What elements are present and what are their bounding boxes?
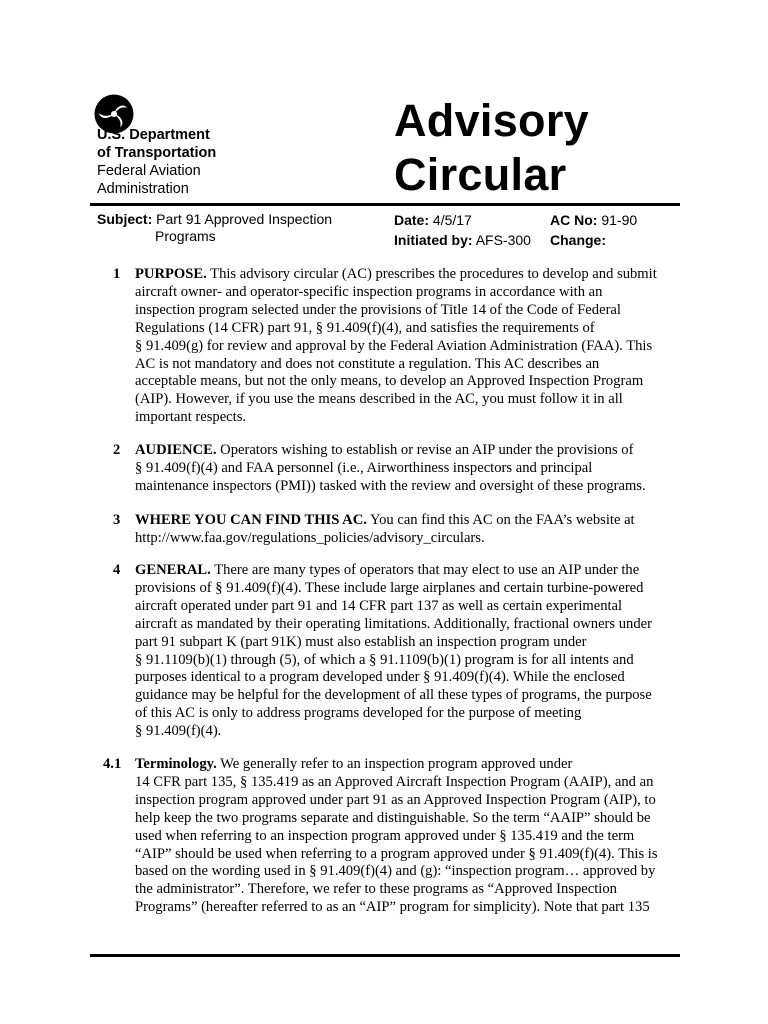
ac-number-value: 91-90: [601, 212, 638, 228]
body-line: of this AC is only to address programs developed for the purpose of meeting: [135, 705, 582, 722]
header-rule: [90, 203, 680, 206]
body-line: aircraft operated under part 91 and 14 CFR part 137 as well as certain experimental: [135, 597, 623, 614]
section-heading: AUDIENCE.: [135, 442, 217, 458]
subject-value-line-1: Part 91 Approved Inspection: [156, 211, 333, 227]
body-line: guidance may be helpful for the development of all these types of programs, the purpose: [135, 687, 652, 704]
body-line: Programs” (hereafter referred to as an “AIP” program for simplicity). Note that part 135: [135, 899, 650, 916]
agency-line-1: Federal Aviation: [97, 163, 201, 179]
section-general: [135, 562, 680, 741]
footer-rule: [90, 954, 680, 957]
title-line-2: Circular: [394, 149, 567, 200]
subject-label: Subject:: [97, 211, 153, 227]
section-heading: WHERE YOU CAN FIND THIS AC.: [135, 512, 367, 528]
body-line: important respects.: [135, 409, 247, 426]
department-line-1: U.S. Department: [97, 127, 210, 143]
section-number: 2: [113, 442, 121, 458]
section-number: 4.1: [103, 756, 122, 772]
ac-number-label: AC No:: [550, 212, 598, 228]
agency-line-2: Administration: [97, 181, 189, 197]
date-label: Date:: [394, 212, 430, 228]
body-line: maintenance inspectors (PMI)) tasked with the review and oversight of these programs.: [135, 477, 646, 494]
document-title: [394, 94, 589, 202]
change-label: Change:: [550, 232, 606, 248]
body-line: the administrator”. Therefore, we refer to these programs as “Approved Inspection: [135, 881, 617, 898]
section-number: 1: [113, 266, 121, 282]
body-line: You can find this AC on the FAA’s website at: [366, 512, 635, 528]
body-line: purposes identical to a program developed under § 91.409(f)(4). While the enclosed: [135, 669, 625, 686]
change-field: [550, 232, 606, 249]
body-line: acceptable means, but not the only means, to develop an Approved Inspection Program: [135, 373, 644, 390]
initiated-by-value: AFS-300: [475, 232, 531, 248]
initiated-by-label: Initiated by:: [394, 232, 473, 248]
department-block: [97, 126, 216, 198]
body-line: 14 CFR part 135, § 135.419 as an Approved Aircraft Inspection Program (AAIP), and an: [135, 773, 654, 790]
body-line: (AIP). However, if you use the means described in the AC, you must follow it in all: [135, 391, 623, 408]
body-line: used when referring to an inspection program approved under § 135.419 and the term: [135, 827, 635, 844]
body-line: This advisory circular (AC) prescribes the procedures to develop and submit: [206, 266, 657, 282]
body-line: inspection program selected under the provisions of Title 14 of the Code of Federal: [135, 301, 621, 318]
body-line: § 91.1109(b)(1) through (5), of which a § 91.1109(b)(1) program is for all intents and: [135, 651, 634, 668]
body-line: aircraft owner- and operator-specific inspection programs in accordance with an: [135, 283, 603, 300]
body-line: Operators wishing to establish or revise an AIP under the provisions of: [216, 442, 634, 458]
section-number: 3: [113, 512, 121, 528]
section-heading: PURPOSE.: [135, 266, 207, 282]
body-line: There are many types of operators that may elect to use an AIP under the: [210, 562, 640, 578]
section-terminology: [135, 756, 680, 917]
body-line: § 91.409(g) for review and approval by the Federal Aviation Administration (FAA). This: [135, 337, 653, 354]
ac-number-field: [550, 212, 637, 229]
body-line: part 91 subpart K (part 91K) must also establish an inspection program under: [135, 633, 587, 650]
body-line: aircraft as mandated by their operating limitations. Additionally, fractional owners under: [135, 615, 652, 632]
section-where-to-find: [135, 512, 680, 548]
section-heading: GENERAL.: [135, 562, 211, 578]
section-purpose: [135, 266, 680, 427]
section-number: 4: [113, 562, 121, 578]
faa-website-link[interactable]: http://www.faa.gov/regulations_policies/advisory_circulars.: [135, 529, 485, 546]
subject-value-line-2: Programs: [155, 228, 216, 244]
body-line: inspection program approved under part 91 as an Approved Inspection Program (AIP), to: [135, 791, 656, 808]
body-line: AC is not mandatory and does not constitute a regulation. This AC describes an: [135, 355, 600, 372]
section-audience: [135, 442, 680, 496]
body-line: § 91.409(f)(4).: [135, 723, 222, 740]
title-line-1: Advisory: [394, 95, 589, 146]
department-line-2: of Transportation: [97, 145, 217, 161]
subject-field: [97, 211, 332, 228]
date-field: [394, 212, 472, 229]
section-heading: Terminology.: [135, 756, 217, 772]
body-line: provisions of § 91.409(f)(4). These include large airplanes and certain turbine-powered: [135, 579, 644, 596]
body-line: § 91.409(f)(4) and FAA personnel (i.e., Airworthiness inspectors and principal: [135, 459, 593, 476]
body-line: “AIP” should be used when referring to a program approved under § 91.409(f)(4). This is: [135, 845, 658, 862]
body-line: based on the wording used in § 91.409(f)(4) and (g): “inspection program… approved by: [135, 863, 656, 880]
date-value: 4/5/17: [432, 212, 472, 228]
initiated-by-field: [394, 232, 531, 249]
body-line: Regulations (14 CFR) part 91, § 91.409(f)(4), and satisfies the requirements of: [135, 319, 595, 336]
body-line: We generally refer to an inspection program approved under: [216, 756, 573, 772]
body-line: help keep the two programs separate and distinguishable. So the term “AAIP” should be: [135, 809, 651, 826]
